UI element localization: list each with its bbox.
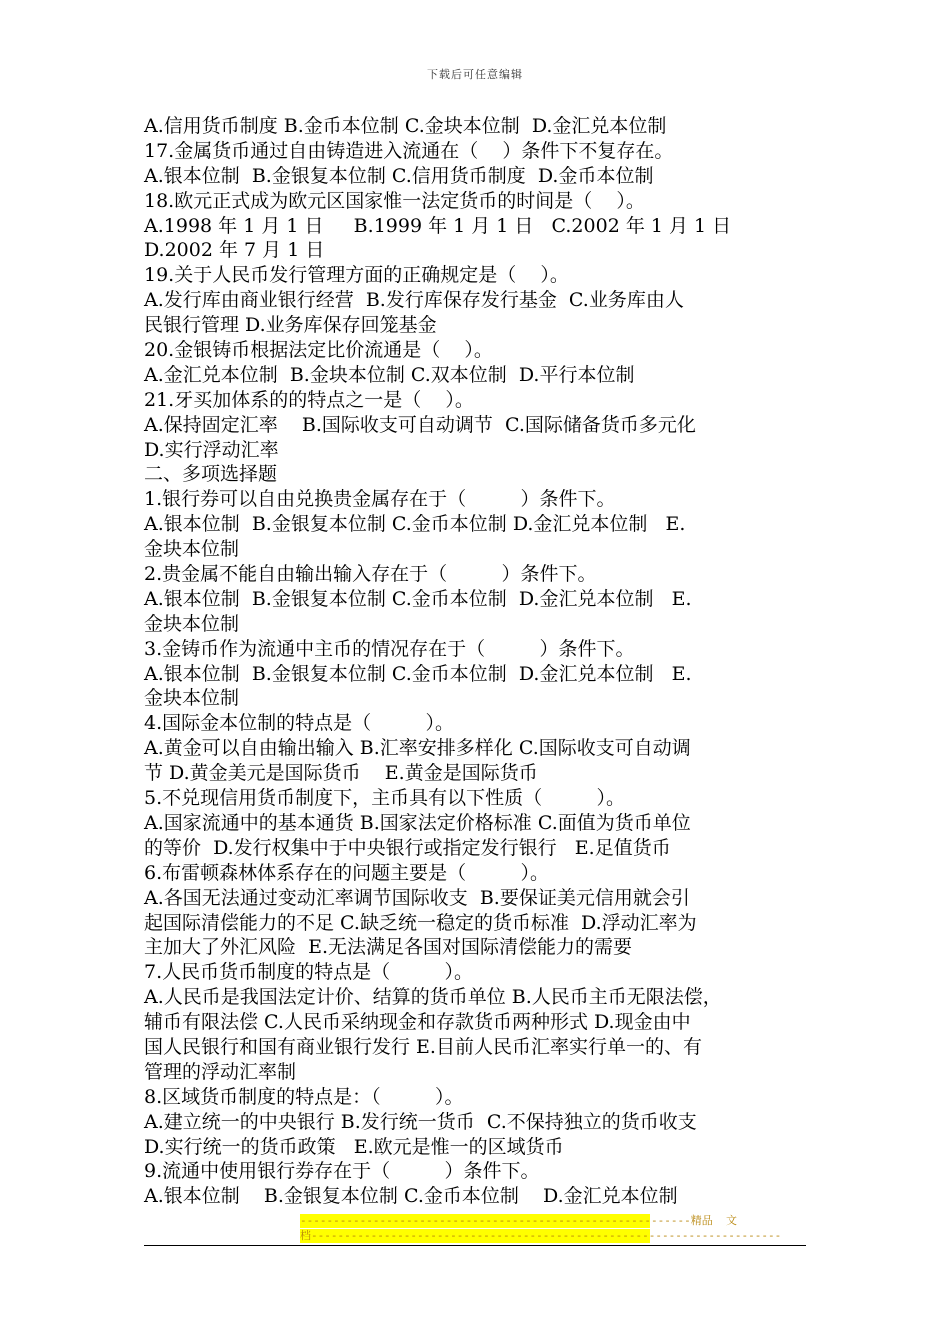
page-header: 下载后可任意编辑	[427, 68, 523, 81]
document-body	[144, 114, 812, 1209]
text-line: 5.不兑现信用货币制度下，主币具有以下性质（ ）。	[144, 787, 625, 810]
text-line: 18.欧元正式成为欧元区国家惟一法定货币的时间是（ ）。	[144, 189, 645, 212]
text-line: 1.银行券可以自由兑换贵金属存在于（ ）条件下。	[144, 488, 616, 511]
text-line: 金块本位制	[144, 612, 240, 635]
text-line: 金块本位制	[144, 687, 240, 710]
text-line: D.2002 年 7 月 1 日	[144, 239, 325, 262]
text-line: A.黄金可以自由输出输入 B.汇率安排多样化 C.国际收支可自动调	[144, 737, 691, 760]
footer-watermark-line-1: -----------------------------------------------------------精品 文	[300, 1214, 737, 1227]
text-line: 21.牙买加体系的的特点之一是（ ）。	[144, 388, 474, 411]
text-line: 19.关于人民币发行管理方面的正确规定是（ ）。	[144, 264, 569, 287]
text-line: 8.区域货币制度的特点是：（ ）。	[144, 1085, 464, 1108]
text-line: 17.金属货币通过自由铸造进入流通在（ ）条件下不复存在。	[144, 139, 674, 162]
text-line: A.金汇兑本位制 B.金块本位制 C.双本位制 D.平行本位制	[144, 363, 635, 386]
text-line: A.银本位制 B.金银复本位制 C.金币本位制 D.金汇兑本位制 E.	[144, 587, 692, 610]
footer-divider	[144, 1245, 806, 1246]
text-line: 金块本位制	[144, 538, 240, 561]
text-line: A.1998 年 1 月 1 日 B.1999 年 1 月 1 日 C.2002 年 1 月 1 日	[144, 214, 732, 237]
text-line: A.发行库由商业银行经营 B.发行库保存发行基金 C.业务库由人	[144, 289, 684, 312]
text-line: A.银本位制 B.金银复本位制 C.金币本位制 D.金汇兑本位制 E.	[144, 662, 692, 685]
text-line: 辅币有限法偿 C.人民币采纳现金和存款货币两种形式 D.现金由中	[144, 1011, 691, 1034]
text-line: A.建立统一的中央银行 B.发行统一货币 C.不保持独立的货币收支	[144, 1110, 697, 1133]
text-line: A.信用货币制度 B.金币本位制 C.金块本位制 D.金汇兑本位制	[144, 115, 667, 137]
text-line: A.国家流通中的基本通货 B.国家法定价格标准 C.面值为货币单位	[144, 811, 691, 834]
text-line: 9.流通中使用银行券存在于（ ）条件下。	[144, 1160, 540, 1183]
text-line: A.银本位制 B.金银复本位制 C.信用货币制度 D.金币本位制	[144, 164, 654, 187]
text-line: 6.布雷顿森林体系存在的问题主要是（ ）。	[144, 861, 549, 884]
text-line: A.银本位制 B.金银复本位制 C.金币本位制 D.金汇兑本位制	[144, 1185, 678, 1208]
text-line: D.实行统一的货币政策 E.欧元是惟一的区域货币	[144, 1135, 564, 1158]
text-line: 3.金铸币作为流通中主币的情况存在于（ ）条件下。	[144, 637, 635, 660]
text-line: 管理的浮动汇率制	[144, 1060, 297, 1083]
text-line: A.人民币是我国法定计价、结算的货币单位 B.人民币主币无限法偿，	[144, 986, 722, 1009]
text-line: 20.金银铸币根据法定比价流通是（ ）。	[144, 339, 493, 362]
text-line: 主加大了外汇风险 E.无法满足各国对国际清偿能力的需要	[144, 936, 632, 959]
text-line: 的等价 D.发行权集中于中央银行或指定发行银行 E.足值货币	[144, 836, 671, 859]
text-line: 7.人民币货币制度的特点是（ ）。	[144, 961, 473, 984]
text-line: 4.国际金本位制的特点是（ ）。	[144, 712, 454, 735]
text-line: 民银行管理 D.业务库保存回笼基金	[144, 314, 437, 337]
footer-watermark-line-2: 档-----------------------------------------------------------------------	[300, 1229, 782, 1242]
text-line: 起国际清偿能力的不足 C.缺乏统一稳定的货币标准 D.浮动汇率为	[144, 911, 697, 934]
text-line: 国人民银行和国有商业银行发行 E.目前人民币汇率实行单一的、有	[144, 1035, 702, 1058]
text-line: 节 D.黄金美元是国际货币 E.黄金是国际货币	[144, 762, 538, 785]
section-heading: 二、多项选择题	[144, 463, 278, 486]
text-line: A.银本位制 B.金银复本位制 C.金币本位制 D.金汇兑本位制 E.	[144, 513, 686, 536]
text-line: 2.贵金属不能自由输出输入存在于（ ）条件下。	[144, 563, 597, 586]
text-line: A.各国无法通过变动汇率调节国际收支 B.要保证美元信用就会引	[144, 886, 690, 909]
text-line: A.保持固定汇率 B.国际收支可自动调节 C.国际储备货币多元化	[144, 413, 696, 436]
text-line: D.实行浮动汇率	[144, 438, 279, 461]
